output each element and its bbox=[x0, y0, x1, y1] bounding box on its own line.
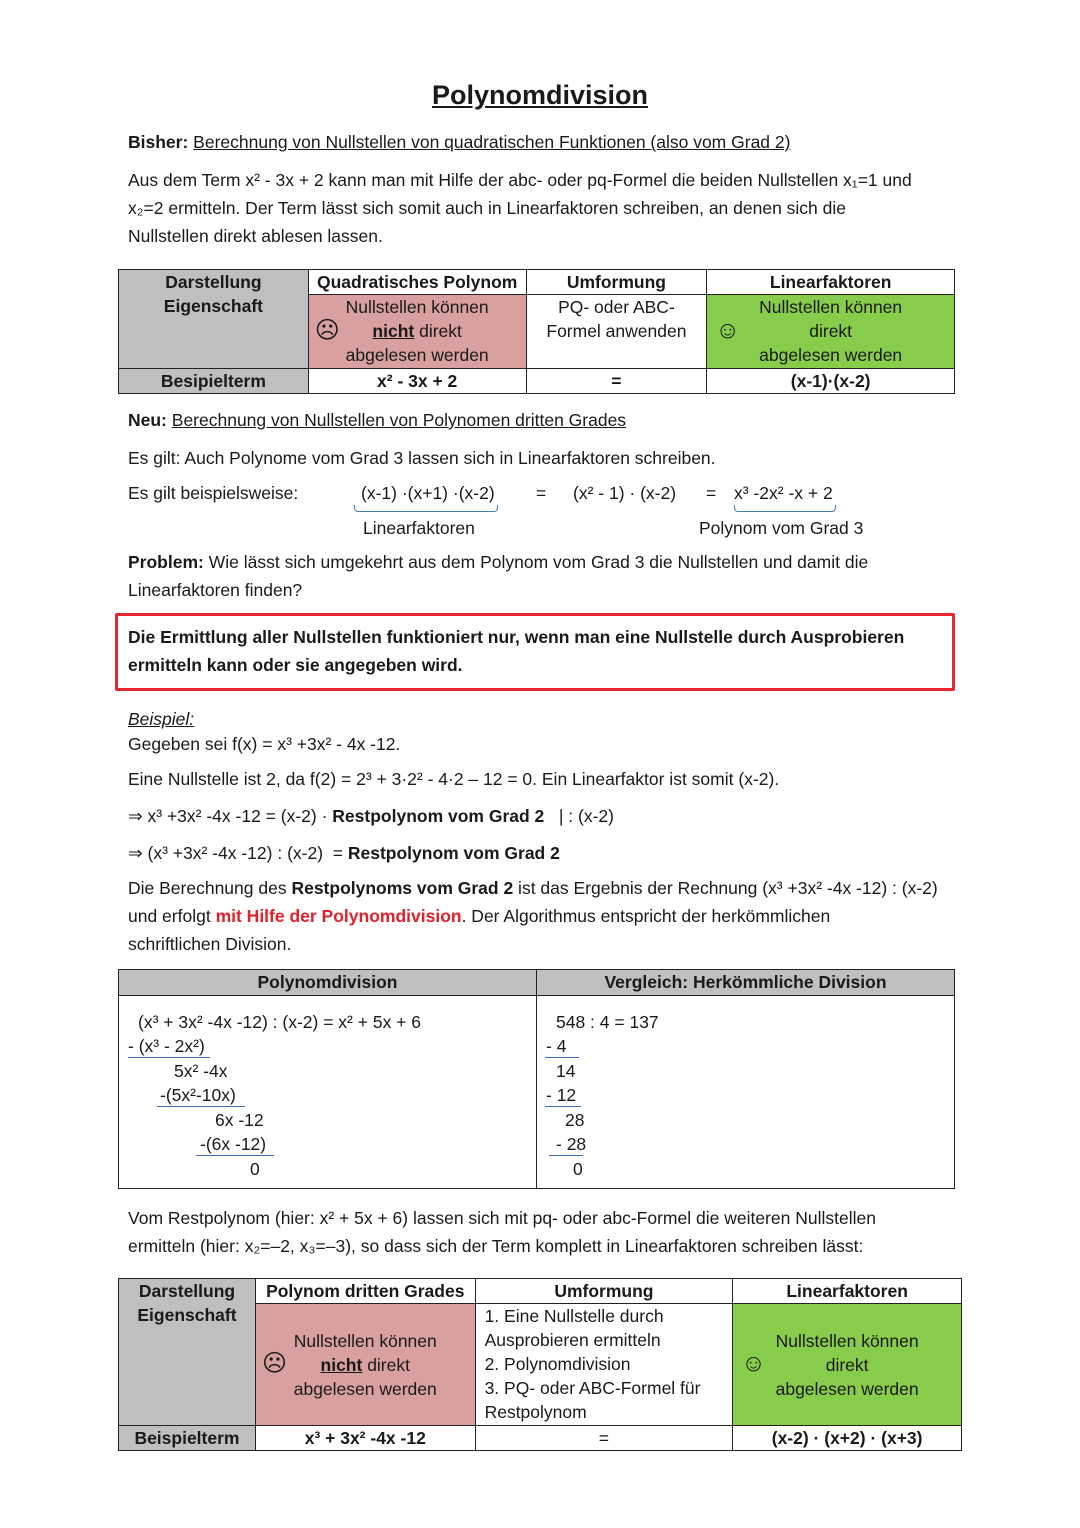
desc1-b: Restpolynoms vom Grad 2 bbox=[291, 878, 514, 898]
beispiel-section bbox=[128, 706, 958, 756]
t2-c3-l1: Nullstellen können bbox=[775, 1330, 919, 1351]
poly-div-rule-2 bbox=[157, 1106, 245, 1107]
t1-c2-property bbox=[526, 295, 707, 369]
t2-c2-l1: 1. Eine Nullstelle durch bbox=[484, 1306, 664, 1326]
intro-paragraph bbox=[128, 166, 958, 250]
neu-text: Berechnung von Nullstellen von Polynomen dritten Grades bbox=[171, 410, 627, 430]
imp2-b: Restpolynom vom Grad 2 bbox=[347, 843, 560, 863]
poly-div-line-1: (x³ + 3x² -4x -12) : (x-2) = x² + 5x + 6 bbox=[138, 1012, 421, 1032]
t2-c2-head: Umformung bbox=[475, 1279, 733, 1304]
t2-c2-l2: Ausprobieren ermitteln bbox=[484, 1330, 661, 1350]
t2-eigenschaft: Eigenschaft bbox=[137, 1305, 237, 1325]
brace-linear-factors bbox=[354, 505, 498, 512]
t1-c1-term: x² - 3x + 2 bbox=[308, 369, 526, 394]
imp1-c: | : (x-2) bbox=[544, 806, 614, 826]
equals-1: = bbox=[536, 483, 547, 503]
imp1-b: Restpolynom vom Grad 2 bbox=[332, 806, 545, 826]
t1-c1-direkt: direkt bbox=[414, 321, 462, 341]
desc3: schriftlichen Division. bbox=[128, 934, 292, 954]
poly-div-rule-3 bbox=[196, 1155, 274, 1156]
t1-c2-head: Umformung bbox=[526, 270, 707, 295]
num-div-line-1: 548 : 4 = 137 bbox=[556, 1012, 659, 1032]
poly-div-line-4: -(5x²-10x) bbox=[160, 1085, 236, 1105]
t2-c1-head: Polynom dritten Grades bbox=[255, 1279, 475, 1304]
t2-darstellung: Darstellung bbox=[138, 1281, 236, 1301]
sad-face-icon-2: ☹ bbox=[261, 1350, 287, 1377]
t2-c1-property bbox=[255, 1304, 475, 1426]
division-separator bbox=[536, 970, 537, 1188]
beispiel-label: Beispiel: bbox=[128, 709, 195, 729]
comparison-table-cubic bbox=[118, 1278, 962, 1451]
poly-div-rule-1 bbox=[128, 1057, 210, 1058]
problem-label: Problem: bbox=[128, 552, 204, 572]
bisher-text: Berechnung von Nullstellen von quadratischen Funktionen (also vom Grad 2) bbox=[193, 132, 791, 152]
t1-c2-l1: PQ- oder ABC- bbox=[558, 297, 675, 317]
t1-c3-head: Linearfaktoren bbox=[707, 270, 955, 295]
product-linear-factors: (x-1) ·(x+1) ·(x-2) bbox=[361, 483, 495, 503]
neu-label: Neu: bbox=[128, 410, 167, 430]
t2-c3-l3: abgelesen werden bbox=[775, 1378, 919, 1399]
t2-c2-l3: 2. Polynomdivision bbox=[484, 1354, 631, 1374]
desc1-a: Die Berechnung des bbox=[128, 878, 292, 898]
t1-c1-property bbox=[308, 295, 526, 369]
intro-line-2: x₂=2 ermitteln. Der Term lässt sich somit auch in Linearfaktoren schreiben, an denen sich die bbox=[128, 198, 847, 218]
linearfaktoren-caption: Linearfaktoren bbox=[363, 518, 475, 538]
intro-line-1: Aus dem Term x² - 3x + 2 kann man mit Hilfe der abc- oder pq-Formel die beiden Nullstellen x₁=1 und bbox=[128, 170, 912, 190]
t1-c1-l1: Nullstellen können bbox=[345, 297, 489, 317]
rest-line-1: Vom Restpolynom (hier: x² + 5x + 6) lassen sich mit pq- oder abc-Formel die weiteren Nullstellen bbox=[128, 1208, 876, 1228]
expanded-polynomial: x³ -2x² -x + 2 bbox=[734, 483, 833, 503]
note-line-1: Die Ermittlung aller Nullstellen funktioniert nur, wenn man eine Nullstelle durch Ausprobieren bbox=[128, 627, 905, 647]
rest-line-2: ermitteln (hier: x₂=–2, x₃=–3), so dass sich der Term komplett in Linearfaktoren schreiben lässt: bbox=[128, 1236, 864, 1256]
page-title: Polynomdivision bbox=[431, 80, 649, 110]
desc2-c: . Der Algorithmus entspricht der herkömmlichen bbox=[461, 906, 831, 926]
neu-line bbox=[128, 406, 958, 434]
t2-c3-term: (x-2) · (x+2) · (x+3) bbox=[733, 1426, 962, 1451]
poly-div-line-2: - (x³ - 2x²) bbox=[128, 1036, 205, 1056]
t1-c1-head: Quadratisches Polynom bbox=[308, 270, 526, 295]
t2-c3-head: Linearfaktoren bbox=[733, 1279, 962, 1304]
intro-line-3: Nullstellen direkt ablesen lassen. bbox=[128, 226, 383, 246]
num-div-rule-2 bbox=[545, 1106, 581, 1107]
t1-c1-nicht: nicht bbox=[372, 321, 415, 341]
desc1-c: ist das Ergebnis der Rechnung (x³ +3x² -4x -12) : (x-2) bbox=[513, 878, 938, 898]
poly-div-line-7: 0 bbox=[250, 1159, 260, 1179]
num-div-line-6: - 28 bbox=[556, 1134, 587, 1154]
desc2-a: und erfolgt bbox=[128, 906, 216, 926]
t2-c3-property bbox=[733, 1304, 962, 1426]
t2-c1-l2 bbox=[260, 1350, 471, 1377]
num-div-rule-3 bbox=[549, 1155, 583, 1156]
desc2-b: mit Hilfe der Polynomdivision bbox=[215, 906, 462, 926]
comparison-table-quadratic bbox=[118, 269, 955, 394]
sad-face-icon: ☹ bbox=[314, 317, 340, 344]
t2-c1-term: x³ + 3x² -4x -12 bbox=[255, 1426, 475, 1451]
imp2-a: ⇒ (x³ +3x² -4x -12) : (x-2) = bbox=[128, 843, 348, 863]
num-div-line-3: 14 bbox=[556, 1061, 576, 1081]
t1-label-cell bbox=[119, 270, 309, 369]
equals-2: = bbox=[706, 483, 717, 503]
important-note-text bbox=[128, 623, 958, 679]
t1-c3-l1: Nullstellen können bbox=[759, 297, 903, 317]
rest-paragraph bbox=[128, 1204, 958, 1260]
implication-2 bbox=[128, 839, 958, 867]
problem-line-1: Wie lässt sich umgekehrt aus dem Polynom vom Grad 3 die Nullstellen und damit die bbox=[203, 552, 869, 572]
t2-c1-l1: Nullstellen können bbox=[293, 1330, 437, 1351]
t1-c3-l2: direkt bbox=[809, 321, 853, 341]
t2-beispielterm: Beispielterm bbox=[119, 1426, 256, 1451]
problem-line-2: Linearfaktoren finden? bbox=[128, 580, 303, 600]
t1-c1-l3: abgelesen werden bbox=[345, 345, 489, 365]
t2-label-cell bbox=[119, 1279, 256, 1426]
t2-c1-nicht: nicht bbox=[320, 1354, 363, 1375]
happy-face-icon: ☺ bbox=[715, 317, 740, 344]
t1-c3-property bbox=[707, 295, 955, 369]
t1-c2-l2: Formel anwenden bbox=[546, 321, 687, 341]
t1-c3-term: (x-1)·(x-2) bbox=[707, 369, 955, 394]
t2-c1-l3: abgelesen werden bbox=[293, 1378, 437, 1399]
division-head-left: Polynomdivision bbox=[119, 970, 537, 996]
t2-c2-l4: 3. PQ- oder ABC-Formel für bbox=[484, 1378, 701, 1398]
t2-c2-term: = bbox=[475, 1426, 733, 1451]
t1-c2-term: = bbox=[526, 369, 707, 394]
num-div-line-5: 28 bbox=[565, 1110, 585, 1130]
num-div-line-2: - 4 bbox=[546, 1036, 567, 1056]
t1-c1-l2 bbox=[313, 319, 522, 343]
beispiel-root: Eine Nullstelle ist 2, da f(2) = 2³ + 3·2² - 4·2 – 12 = 0. Ein Linearfaktor ist somit (x-2). bbox=[128, 769, 780, 789]
product-partial: (x² - 1) · (x-2) bbox=[573, 483, 677, 503]
t2-c2-l5: Restpolynom bbox=[484, 1402, 587, 1422]
implication-1 bbox=[128, 802, 958, 830]
bisher-line bbox=[128, 128, 958, 156]
t2-c3-l2: direkt bbox=[825, 1354, 869, 1375]
happy-face-icon-2: ☺ bbox=[741, 1350, 766, 1377]
description-paragraph bbox=[128, 874, 958, 958]
beispiel-given: Gegeben sei f(x) = x³ +3x² - 4x -12. bbox=[128, 734, 401, 754]
poly-div-line-3: 5x² -4x bbox=[174, 1061, 228, 1081]
poly-div-line-5: 6x -12 bbox=[215, 1110, 264, 1130]
t1-beispielterm: Besipielterm bbox=[119, 369, 309, 394]
poly-div-line-6: -(6x -12) bbox=[200, 1134, 267, 1154]
note-line-2: ermitteln kann oder sie angegeben wird. bbox=[128, 655, 463, 675]
brace-polynomial bbox=[734, 505, 836, 512]
t1-darstellung: Darstellung bbox=[165, 272, 262, 292]
num-div-rule-1 bbox=[545, 1057, 579, 1058]
division-head-right: Vergleich: Herkömmliche Division bbox=[537, 970, 954, 996]
t1-c3-l3: abgelesen werden bbox=[759, 345, 903, 365]
bisher-label: Bisher: bbox=[128, 132, 189, 152]
problem-paragraph bbox=[128, 548, 958, 604]
num-div-line-4: - 12 bbox=[546, 1085, 577, 1105]
polynom-grad3-caption: Polynom vom Grad 3 bbox=[699, 518, 864, 538]
imp1-a: ⇒ x³ +3x² -4x -12 = (x-2) · bbox=[128, 806, 333, 826]
t2-c2-property bbox=[475, 1304, 733, 1426]
t2-c1-direkt: direkt bbox=[362, 1354, 410, 1375]
es-gilt-line: Es gilt: Auch Polynome vom Grad 3 lassen sich in Linearfaktoren schreiben. bbox=[128, 448, 716, 468]
t1-eigenschaft: Eigenschaft bbox=[163, 296, 263, 316]
beispielsweise-label: Es gilt beispielsweise: bbox=[128, 483, 299, 503]
num-div-line-7: 0 bbox=[573, 1159, 583, 1179]
